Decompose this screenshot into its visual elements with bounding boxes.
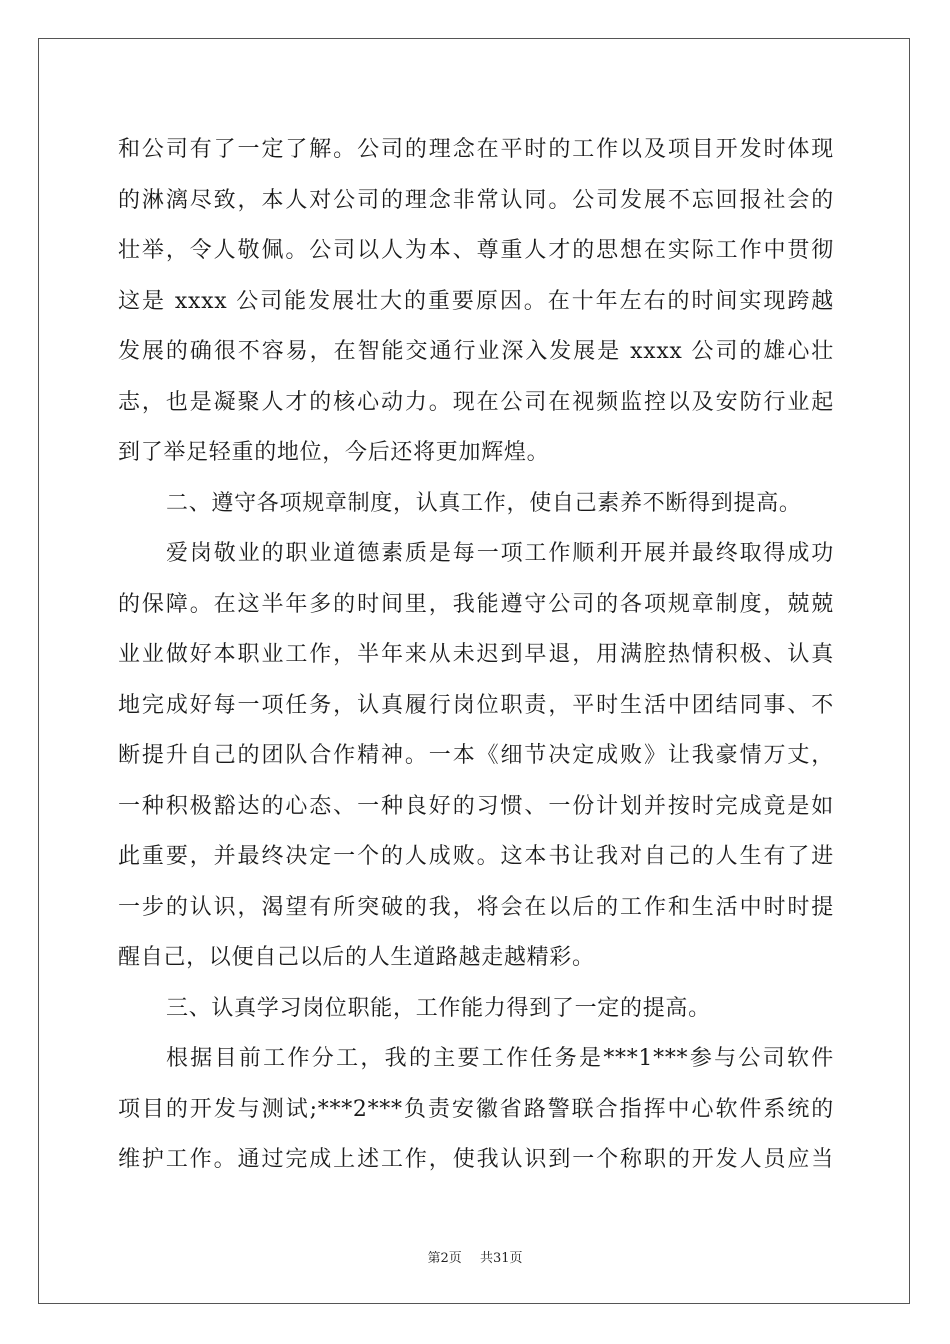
text-line: 业业做好本职业工作，半年来从未迟到早退，用满腔热情积极、认真 bbox=[118, 642, 834, 667]
text-line: 这是 xxxx 公司能发展壮大的重要原因。在十年左右的时间实现跨越 bbox=[118, 288, 834, 314]
page-number: 第2页 bbox=[427, 1251, 462, 1266]
text-line: 地完成好每一项任务，认真履行岗位职责，平时生活中团结同事、不 bbox=[118, 692, 834, 718]
text-line: 壮举，令人敬佩。公司以人为本、尊重人才的思想在实际工作中贯彻 bbox=[118, 238, 834, 263]
text-line: 断提升自己的团队合作精神。一本《细节决定成败》让我豪情万丈， bbox=[118, 743, 834, 768]
text-line: 项目的开发与测试;***2***负责安徽省路警联合指挥中心软件系统的 bbox=[118, 1096, 834, 1122]
section-heading: 三、认真学习岗位职能，工作能力得到了一定的提高。 bbox=[166, 995, 711, 1021]
text-line: 和公司有了一定了解。公司的理念在平时的工作以及项目开发时体现 bbox=[118, 137, 834, 162]
text-line: 到了举足轻重的地位，今后还将更加辉煌。 bbox=[118, 440, 550, 465]
text-line: 爱岗敬业的职业道德素质是每一项工作顺利开展并最终取得成功 bbox=[166, 541, 834, 566]
text-line: 发展的确很不容易，在智能交通行业深入发展是 xxxx 公司的雄心壮 bbox=[118, 339, 834, 364]
text-line: 的保障。在这半年多的时间里，我能遵守公司的各项规章制度，兢兢 bbox=[118, 591, 834, 617]
text-line: 的淋漓尽致，本人对公司的理念非常认同。公司发展不忘回报社会的 bbox=[118, 187, 834, 213]
text-line: 维护工作。通过完成上述工作，使我认识到一个称职的开发人员应当 bbox=[118, 1147, 834, 1172]
text-line: 此重要，并最终决定一个的人成败。这本书让我对自己的人生有了进 bbox=[118, 844, 834, 869]
text-line: 一种积极豁达的心态、一种良好的习惯、一份计划并按时完成竟是如 bbox=[118, 793, 834, 819]
text-line: 一步的认识，渴望有所突破的我，将会在以后的工作和生活中时时提 bbox=[118, 894, 834, 920]
document-body bbox=[118, 130, 834, 1191]
section-heading: 二、遵守各项规章制度，认真工作，使自己素养不断得到提高。 bbox=[166, 490, 802, 516]
text-line: 志，也是凝聚人才的核心动力。现在公司在视频监控以及安防行业起 bbox=[118, 389, 834, 415]
page-footer bbox=[0, 1247, 950, 1266]
text-line: 根据目前工作分工，我的主要工作任务是***1***参与公司软件 bbox=[166, 1046, 834, 1071]
page-total: 共31页 bbox=[479, 1251, 523, 1266]
text-line: 醒自己，以便自己以后的人生道路越走越精彩。 bbox=[118, 945, 595, 970]
